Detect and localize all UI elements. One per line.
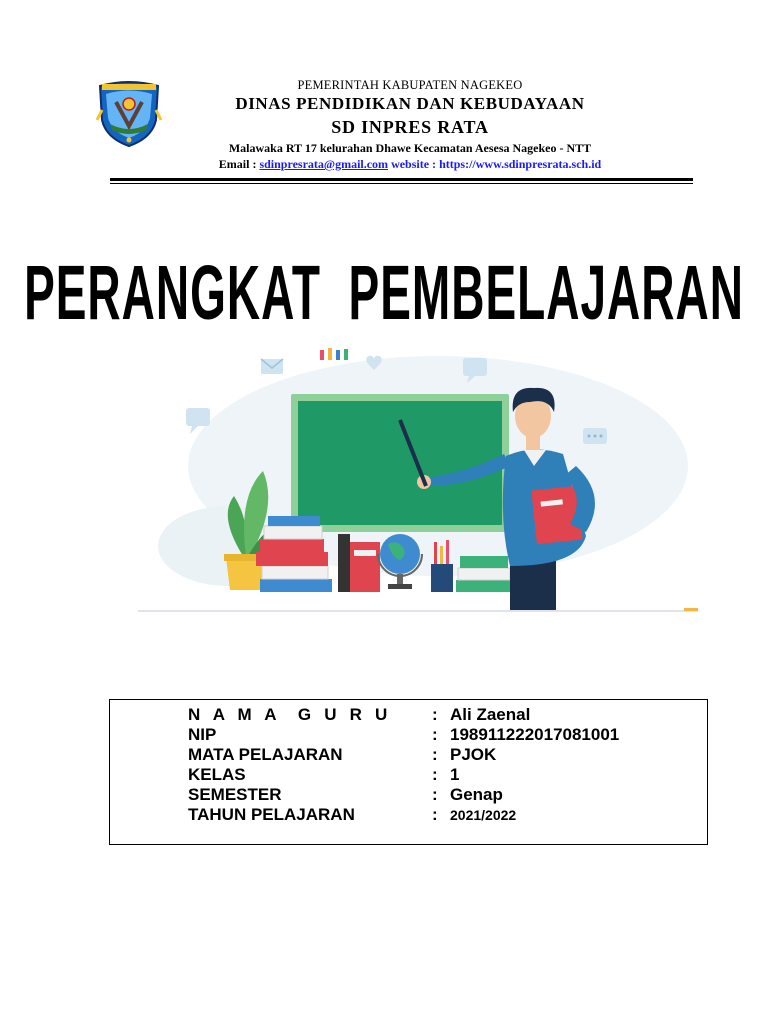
chalkboard-icon (291, 394, 509, 532)
info-row-class (188, 765, 459, 785)
contact-line (170, 156, 650, 172)
info-value-semester: Genap (450, 785, 503, 804)
info-value-academic-year: 2021/2022 (450, 807, 517, 823)
header-divider-thin (110, 183, 693, 184)
info-value-nip: 198911222017081001 (450, 725, 620, 744)
teacher-info-box (109, 699, 708, 845)
chat-bubble-icon (583, 428, 607, 444)
info-row-semester (188, 785, 503, 805)
info-row-name (188, 705, 530, 725)
books-icon (256, 516, 332, 592)
info-value-name: Ali Zaenal (450, 705, 531, 724)
government-name: PEMERINTAH KABUPATEN NAGEKEO (297, 78, 523, 92)
books-icon (338, 534, 380, 592)
teacher-illustration (138, 346, 698, 616)
regency-emblem-logo (94, 80, 164, 148)
info-sep: : (432, 765, 438, 784)
website-link[interactable]: https://www.sdinpresrata.sch.id (439, 157, 602, 171)
info-row-subject (188, 745, 496, 765)
document-title: PERANGKAT PEMBELAJARAN (24, 248, 744, 337)
books-icon (456, 556, 512, 592)
header-divider-thick (110, 178, 693, 181)
school-address: Malawaka RT 17 kelurahan Dhawe Kecamatan Aesesa Nagekeo - NTT (228, 141, 592, 155)
globe-icon (378, 534, 422, 589)
info-label-name: N A M A G U R U (188, 705, 392, 724)
envelope-icon (261, 359, 283, 374)
info-label-semester: SEMESTER (188, 785, 282, 804)
info-row-nip (188, 725, 619, 745)
info-label-nip: NIP (188, 725, 217, 744)
floor-line (138, 610, 698, 612)
info-row-academic-year (188, 805, 516, 825)
info-label-class: KELAS (188, 765, 246, 784)
floor-accent (684, 608, 698, 611)
website-label: website : (391, 157, 437, 171)
info-value-subject: PJOK (450, 745, 497, 764)
info-sep: : (432, 805, 438, 824)
info-value-class: 1 (450, 765, 460, 784)
department-name: DINAS PENDIDIKAN DAN KEBUDAYAAN (235, 94, 585, 113)
info-label-subject: MATA PELAJARAN (188, 745, 343, 764)
info-label-academic-year: TAHUN PELAJARAN (188, 805, 355, 824)
letterhead (170, 77, 650, 172)
info-sep: : (432, 725, 438, 744)
school-name: SD INPRES RATA (331, 117, 489, 137)
email-link[interactable]: sdinpresrata@gmail.com (259, 157, 389, 171)
info-sep: : (432, 785, 438, 804)
pencils-icon (320, 348, 348, 360)
info-sep: : (432, 705, 438, 724)
email-label: Email : (218, 157, 257, 171)
info-sep: : (432, 745, 438, 764)
